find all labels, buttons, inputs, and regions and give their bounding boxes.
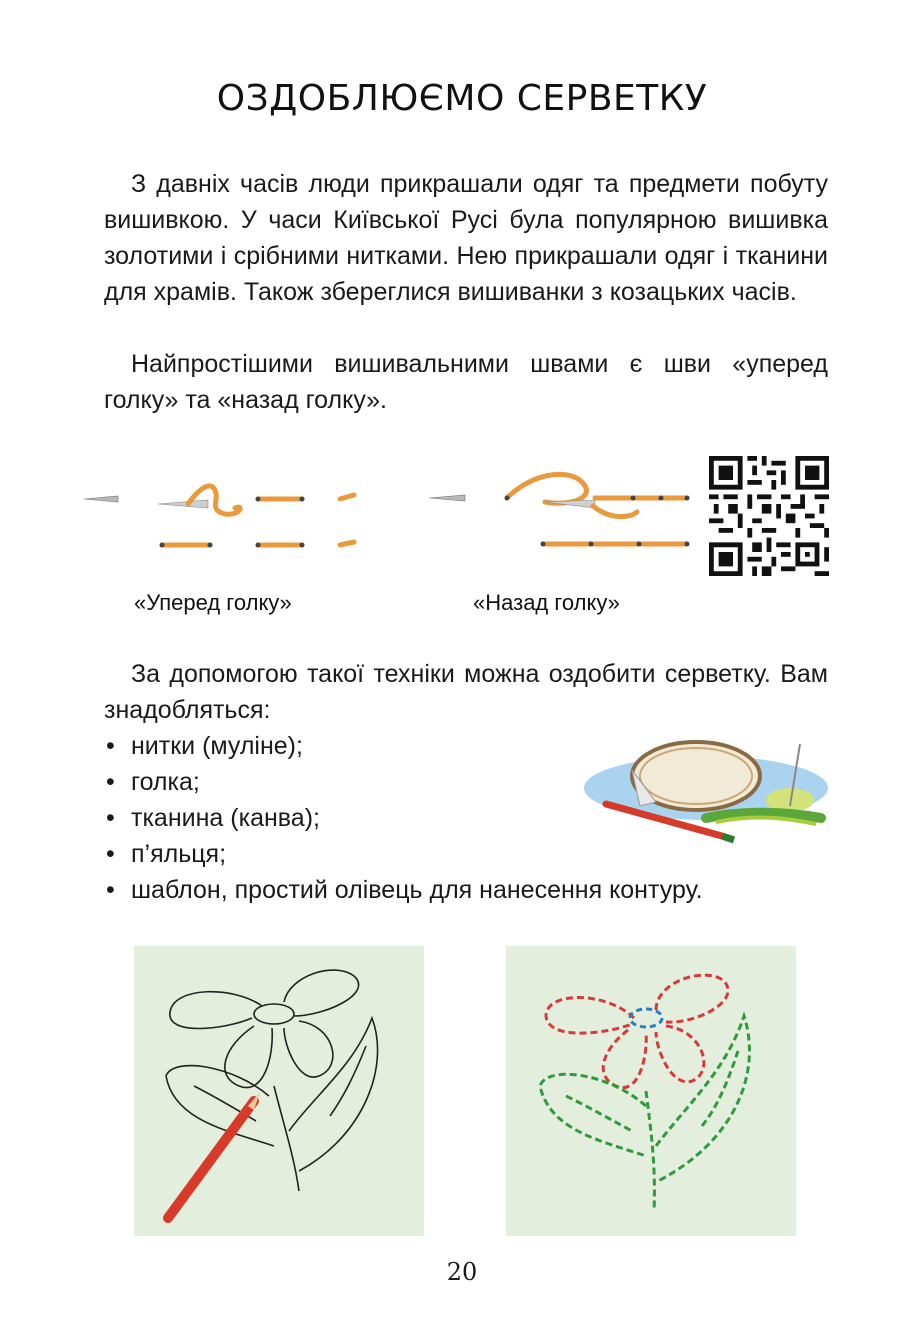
list-item: • п’яльця; <box>104 836 703 872</box>
qr-code-icon[interactable] <box>709 456 829 576</box>
stitches-paragraph: Найпростішими вишивальними швами є шви «уперед голку» та «назад голку». <box>104 350 828 414</box>
backstitch-illustration <box>425 460 695 560</box>
running-stitch-illustration <box>80 470 370 560</box>
page-title: ОЗДОБЛЮЄМО СЕРВЕТКУ <box>216 78 708 119</box>
list-item: • шаблон, простий олівець для нанесення контуру. <box>104 872 703 908</box>
embroidery-hoop-icon <box>566 740 836 850</box>
needle-icon <box>84 496 118 502</box>
needle-icon <box>158 500 208 508</box>
caption-forward-stitch: «Уперед голку» <box>134 590 292 615</box>
page-number: 20 <box>446 1258 478 1286</box>
flower-outline-drawing <box>134 946 424 1236</box>
materials-intro: За допомогою такої техніки можна оздобити серветку. Вам знадобляться: <box>104 660 828 724</box>
intro-paragraph: З давніх часів люди прикрашали одяг та предмети побуту вишивкою. У часи Київської Русі була популярною вишивка золотими і срібними нитками. Нею прикрашали одяг і тканини для храмів. Також збереглися вишиванки з козацьких часів. <box>104 170 828 306</box>
caption-back-stitch: «Назад голку» <box>473 590 620 615</box>
list-item: • нитки (муліне); <box>104 728 703 764</box>
needle-icon <box>429 495 465 501</box>
flower-stitched-drawing <box>506 946 796 1236</box>
list-item: • тканина (канва); <box>104 800 703 836</box>
list-item: • голка; <box>104 764 703 800</box>
